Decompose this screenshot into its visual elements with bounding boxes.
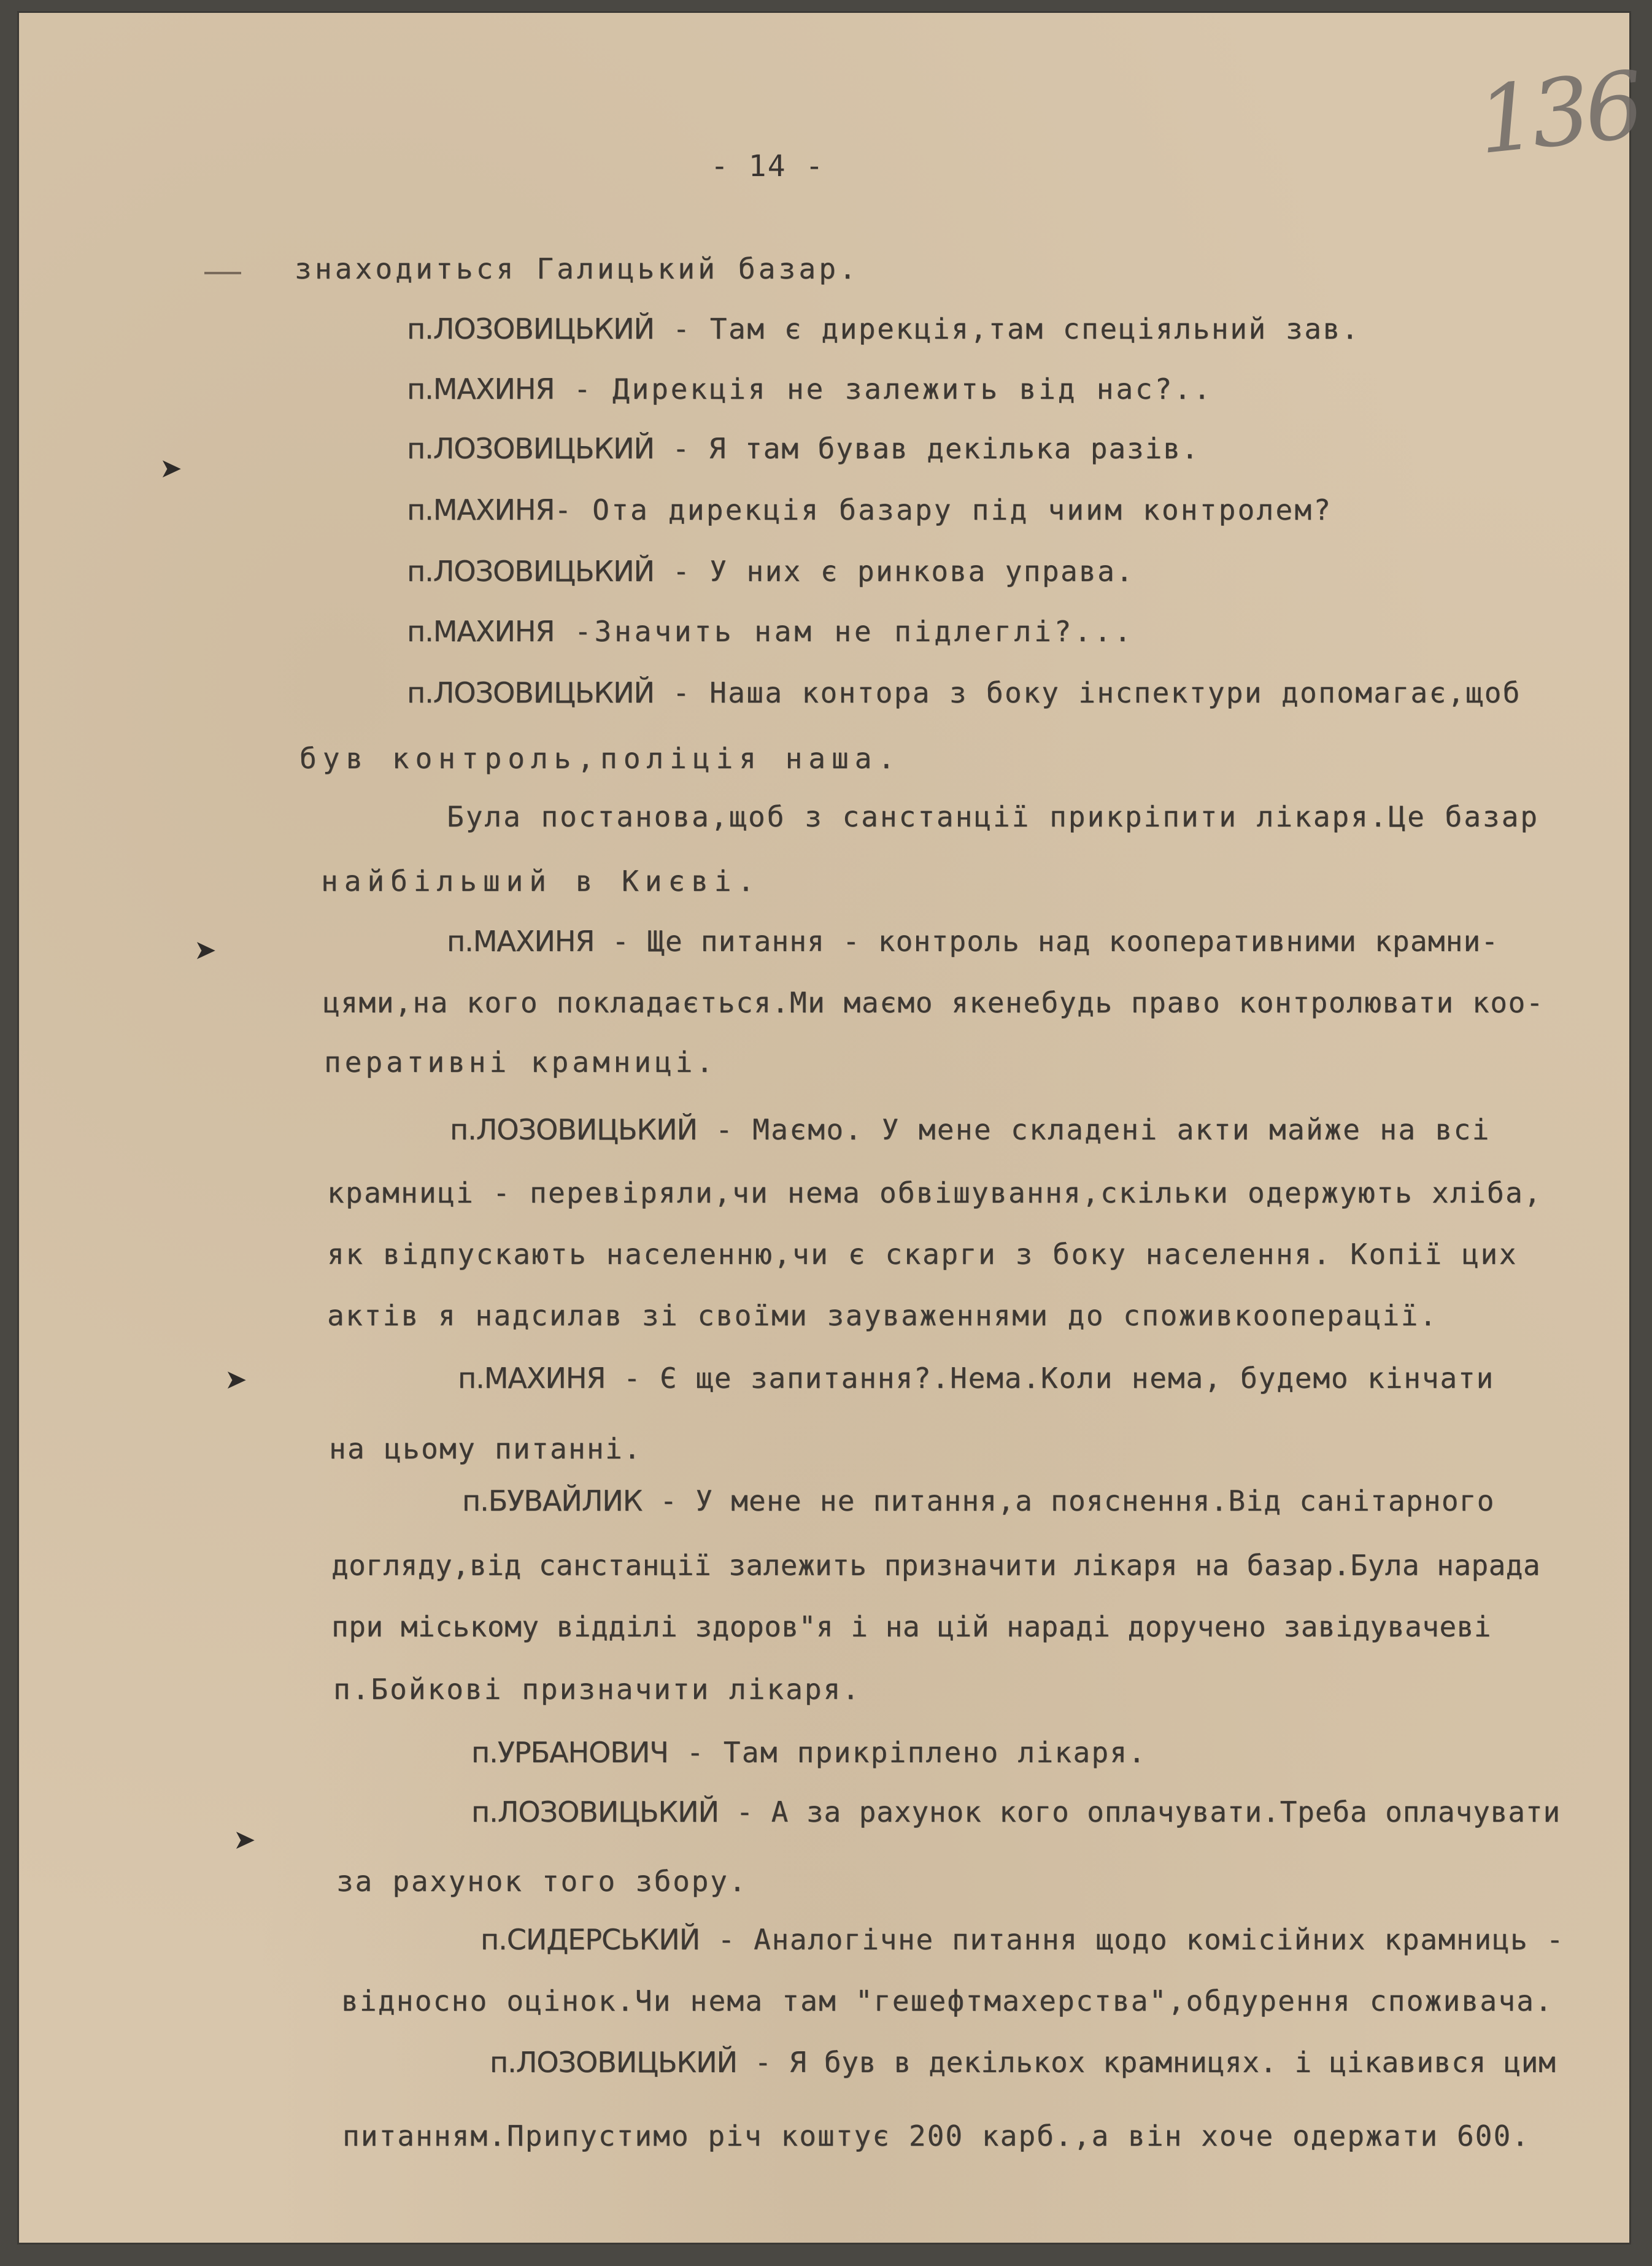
text-line: п.ЛОЗОВИЦЬКИЙ - Там є дирекція,там спеціяльний зав. [407,312,1361,345]
text-line: як відпускають населенню,чи є скарги з боку населення. Копії цих [327,1238,1518,1271]
text-line: п.ЛОЗОВИЦЬКИЙ - Я був в декількох крамницях. і цікавився цим [490,2046,1556,2079]
text-line: був контроль,поліція наша. [299,742,901,775]
text-line: крамниці - перевіряли,чи нема обвішування,скільки одержують хліба, [327,1176,1542,1209]
text-line: догляду,від санстанції залежить призначити лікаря на базар.Була нарада [331,1549,1540,1582]
text-line: п.СИДЕРСЬКИЙ - Аналогічне питання щодо комісійних крамниць - [481,1923,1565,1956]
text-line: п.МАХИНЯ -Значить нам не підлеглі?... [407,615,1134,648]
page-number: - 14 - [711,149,825,183]
text-line: п.ЛОЗОВИЦЬКИЙ - У них є ринкова управа. [407,555,1135,588]
binding-hole-mark: ➤ [225,1364,247,1395]
text-line: п.ЛОЗОВИЦЬКИЙ - А за рахунок кого оплачувати.Треба оплачувати [471,1795,1561,1829]
binding-hole-mark: ➤ [160,453,182,484]
text-line: при міському відділі здоров"я і на цій нараді доручено завідувачеві [331,1610,1491,1643]
text-line: на цьому питанні. [329,1432,642,1465]
text-line: відносно оцінок.Чи нема там "гешефтмахерства",обдурення споживача. [341,1984,1553,2017]
text-line: п.МАХИНЯ- Ота дирекція базару під чиим контролем? [407,493,1333,526]
text-line: актів я надсилав зі своїми зауваженнями до споживкооперації. [327,1299,1438,1332]
text-line: п.УРБАНОВИЧ - Там прикріплено лікаря. [471,1736,1147,1769]
binding-hole-mark: ➤ [194,935,217,966]
margin-dash [204,272,241,274]
text-line: п.ЛОЗОВИЦЬКИЙ - Я там бував декілька разів. [407,432,1200,465]
text-line: знаходиться Галицький базар. [295,252,859,285]
text-line: п.БУВАЙЛИК - У мене не питання,а пояснення.Від санітарного [462,1484,1495,1517]
text-line: перативні крамниці. [324,1046,717,1079]
text-line: за рахунок того збору. [336,1865,747,1898]
text-line: п.Бойкові призначити лікаря. [333,1673,861,1706]
text-line: п.ЛОЗОВИЦЬКИЙ - Наша контора з боку інспектури допомагає,щоб [407,676,1521,709]
text-line: п.МАХИНЯ - Дирекція не залежить від нас?.. [407,372,1213,406]
text-line: питанням.Припустимо річ коштує 200 карб.,а він хоче одержати 600. [342,2119,1530,2152]
text-line: п.МАХИНЯ - Ще питання - контроль над кооперативними крамни- [447,925,1499,958]
document-page [17,11,1644,2245]
text-line: п.ЛОЗОВИЦЬКИЙ - Маємо. У мене складені акти майже на всі [450,1113,1491,1146]
text-line: Була постанова,щоб з санстанції прикріпити лікаря.Це базар [447,800,1539,833]
archive-page-number: 136 [1472,52,1644,175]
text-line: цями,на кого покладається.Ми маємо якенебудь право контролювати коо- [323,986,1544,1019]
text-line: п.МАХИНЯ - Є ще запитання?.Нема.Коли нема, будемо кінчати [458,1362,1495,1395]
binding-hole-mark: ➤ [233,1824,256,1856]
text-line: найбільший в Києві. [321,865,761,898]
